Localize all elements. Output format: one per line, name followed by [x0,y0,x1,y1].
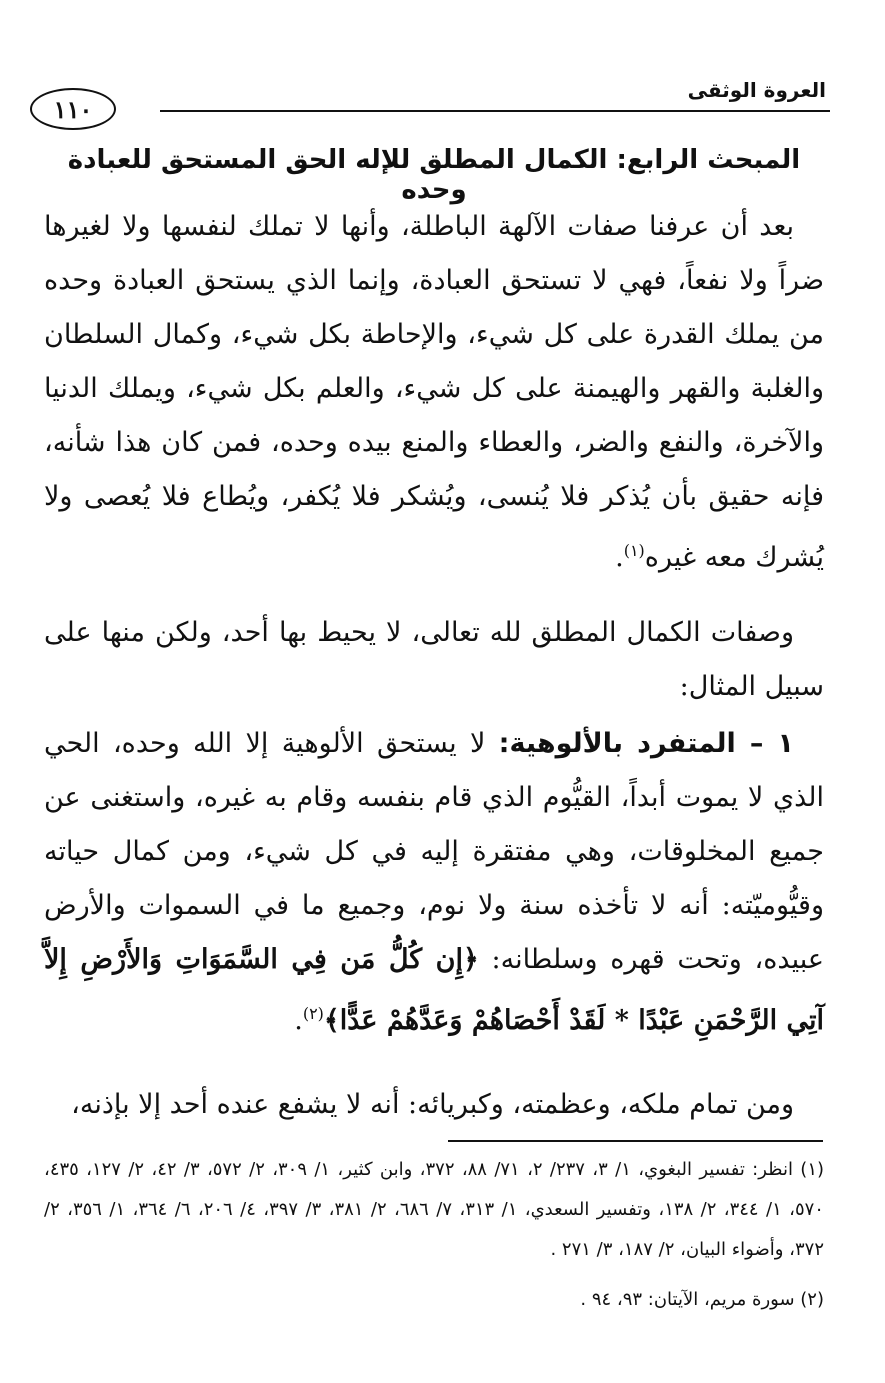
footnote-ref-1: (١) [623,541,645,560]
paragraph-4 [44,1078,824,1132]
running-title: العروة الوثقى [687,78,826,102]
header-rule [160,110,830,112]
paragraph-3-text: لا يستحق الألوهية إلا الله وحده، الحي الذي لا يموت أبداً، القيُّوم الذي قام بنفسه وقام به غيره، واستغنى عن جميع المخلوقات، وهي مفتقرة إليه في كل شيء، ومن كمال حياته وقيُّوميّته: أنه لا تأخذه سنة ولا نوم، وجميع ما في السموات والأرض عبيده، وتحت قهره وسلطانه: [44,728,824,975]
page-number: ١١٠ [30,88,116,130]
list-item-term: ١ – المتفرد بالألوهية: [498,728,794,759]
footnotes [44,1150,824,1320]
paragraph-2-text: وصفات الكمال المطلق لله تعالى، لا يحيط بها أحد، ولكن منها على سبيل المثال: [44,617,824,702]
paragraph-4-text: ومن تمام ملكه، وعظمته، وكبريائه: أنه لا يشفع عنده أحد إلا بإذنه، [71,1089,794,1120]
paragraph-2 [44,606,824,714]
footnote-2: (٢) سورة مريم، الآيتان: ٩٣، ٩٤ . [580,1289,824,1310]
paragraph-3: ١ – المتفرد بالألوهية: لا يستحق الألوهية إلا الله وحده، الحي الذي لا يموت أبداً، القيُّوم الذي قام بنفسه وقام به غيره، واستغنى عن جميع المخلوقات، وهي مفتقرة إليه في كل شيء، ومن كمال حياته وقيُّوميّته: أنه لا تأخذه سنة ولا نوم، وجميع ما في السموات والأرض عبيده، وتحت قهره وسلطانه: ﴿إِن كُلُّ مَن فِي السَّمَوَاتِ وَالأَرْضِ إِلاَّ آتِي الرَّحْمَنِ عَبْدًا * لَقَدْ أَحْصَاهُمْ وَعَدَّهُمْ عَدًّا﴾$^{(٢)}$. [44,728,824,1036]
page-header [30,78,830,138]
footnote-ref-2: (٢) [302,1004,324,1023]
footnote-1: (١) انظر: تفسير البغوي، ١/ ٣، ٢٣٧/ ٢، ٧١/ ٨٨، ٣٧٢، وابن كثير، ١/ ٣٠٩، ٢/ ٥٧٢، ٣/ ٤٢، ٢/ ١٢٧، ٤٣٥، ٥٧٠، ١/ ٣٤٤، ٢/ ١٣٨، وتفسير السعدي، ١/ ٣١٣، ٧/ ٦٨٦، ٢/ ٣٨١، ٣/ ٣٩٧، ٤/ ٢٠٦، ٦/ ٣٦٤، ١/ ٣٥٦، ٢/ ٣٧٢، وأضواء البيان، ٢/ ١٨٧، ٣/ ٢٧١ . [44,1159,825,1260]
paragraph-1-text: بعد أن عرفنا صفات الآلهة الباطلة، وأنها لا تملك لنفسها ولا لغيرها ضراً ولا نفعاً، فهي لا تستحق العبادة، وإنما الذي يستحق العبادة وحده من يملك القدرة على كل شيء، والإحاطة بكل شيء، وكمال السلطان والغلبة والقهر والهيمنة على كل شيء، والعلم بكل شيء، ويملك الدنيا والآخرة، والنفع والضر، والعطاء والمنع بيده وحده، فمن كان هذا شأنه، فإنه حقيق بأن يُذكر فلا يُنسى، ويُشكر فلا يُكفر، ويُطاع فلا يُعصى ولا يُشرك معه غيره [44,211,824,573]
paragraph-1: بعد أن عرفنا صفات الآلهة الباطلة، وأنها لا تملك لنفسها ولا لغيرها ضراً ولا نفعاً، فهي لا تستحق العبادة، وإنما الذي يستحق العبادة وحده من يملك القدرة على كل شيء، والإحاطة بكل شيء، وكمال السلطان والغلبة والقهر والهيمنة على كل شيء، والعلم بكل شيء، ويملك الدنيا والآخرة، والنفع والضر، والعطاء والمنع بيده وحده، فمن كان هذا شأنه، فإنه حقيق بأن يُذكر فلا يُنسى، ويُشكر فلا يُكفر، ويُطاع فلا يُعصى ولا يُشرك معه غيره$^{(١)}$. [44,211,824,573]
section-title: المبحث الرابع: الكمال المطلق للإله الحق المستحق للعبادة وحده [67,145,801,205]
footnote-separator [448,1140,823,1142]
quran-verse: ﴿إِن كُلُّ مَن فِي السَّمَوَاتِ وَالأَرْضِ إِلاَّ آتِي الرَّحْمَنِ عَبْدًا * لَقَدْ أَحْصَاهُمْ وَعَدَّهُمْ عَدًّا﴾ [44,944,824,1036]
